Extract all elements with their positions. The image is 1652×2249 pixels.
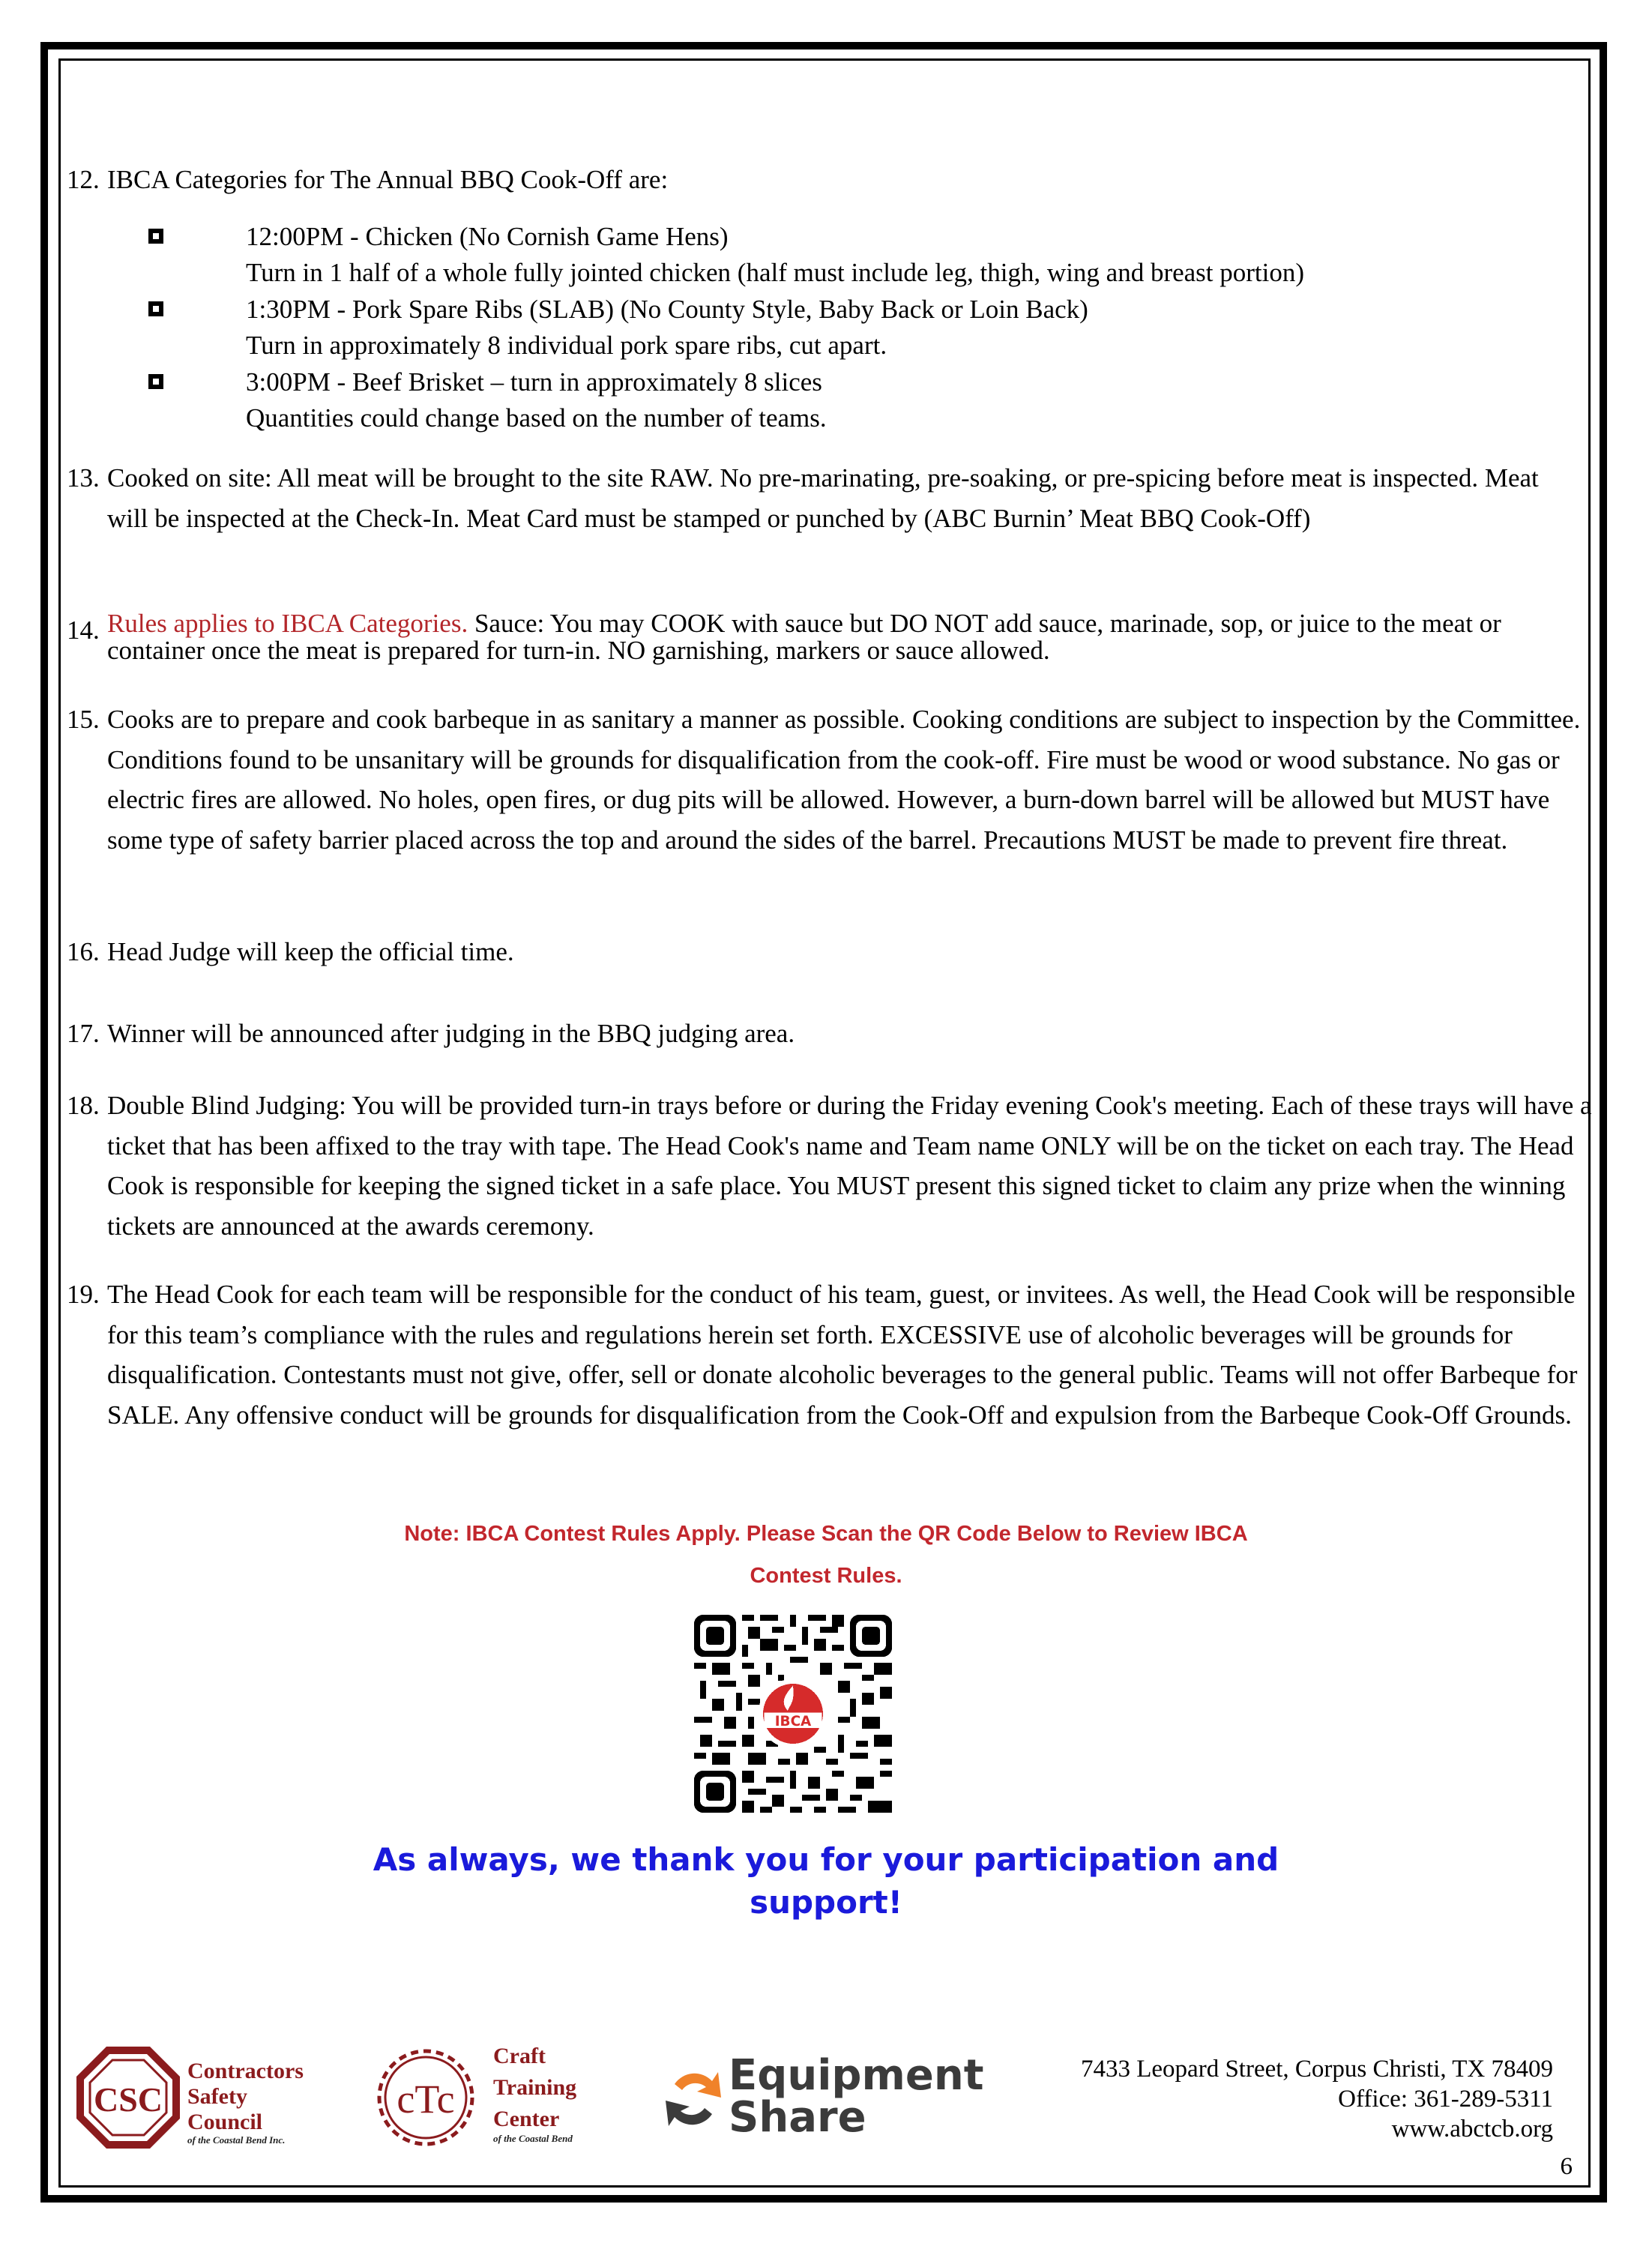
ctc-line: Craft <box>493 2044 546 2068</box>
ctc-line: Center <box>493 2107 560 2131</box>
rule-text <box>107 610 1599 664</box>
equipmentshare-line: Equipment <box>729 2051 984 2100</box>
csc-logo <box>75 2045 330 2150</box>
rule-text: Cooks are to prepare and cook barbeque in as sanitary a manner as possible. Cooking conditions are subject to inspection by the Committee. Conditions found to be unsanitary will be grounds for disqualification from the cook-off. Fire must be wood or wood substance. No gas or electric fires are allowed. No holes, open fires, or dug pits will be allowed. However, a burn-down barrel will be allowed but MUST have some type of safety barrier placed across the top and around the sides of the barrel. Precautions MUST be made to prevent fire threat. <box>107 705 1581 855</box>
note-line: Note: IBCA Contest Rules Apply. Please Scan the QR Code Below to Review IBCA <box>404 1522 1248 1546</box>
csc-mark-text: CSC <box>93 2080 163 2119</box>
equipmentshare-gear-icon <box>660 2062 727 2137</box>
rule-body-text: Sauce: You may COOK with sauce but DO NOT add sauce, marinade, sop, or juice to the meat or container once the meat is prepared for turn-in. NO garnishing, markers or sauce allowed. <box>107 609 1501 665</box>
rule-text: IBCA Categories for The Annual BBQ Cook-Off are: <box>107 165 669 194</box>
rule-text: Winner will be announced after judging in the BBQ judging area. <box>107 1019 795 1048</box>
page-number: 6 <box>1560 2153 1573 2180</box>
category-title: 12:00PM - Chicken (No Cornish Game Hens) <box>246 222 729 251</box>
footer-address: 7433 Leopard Street, Corpus Christi, TX 78409 <box>1081 2056 1553 2083</box>
ibca-note <box>300 1513 1352 1597</box>
thanks-line: As always, we thank you for your participation and <box>373 1841 1279 1878</box>
rule-red-text: Rules applies to IBCA Categories. <box>107 609 468 638</box>
footer-website[interactable]: www.abctcb.org <box>1391 2116 1553 2143</box>
footer-contact <box>1081 2054 1553 2144</box>
footer-office: Office: 361-289-5311 <box>1338 2086 1553 2113</box>
csc-line: Council <box>187 2110 263 2134</box>
rule-number: 17. <box>67 1019 100 1048</box>
thanks-line: support! <box>750 1884 902 1921</box>
ctc-sub: of the Coastal Bend <box>493 2133 573 2144</box>
category-detail: Turn in approximately 8 individual pork spare ribs, cut apart. <box>246 331 887 360</box>
ctc-mark-text: cTc <box>397 2077 455 2122</box>
rule-number: 19. <box>67 1280 100 1309</box>
rule-number: 16. <box>67 937 100 966</box>
ctc-logo <box>367 2041 622 2153</box>
csc-line: Safety <box>187 2084 247 2109</box>
bullet-icon <box>148 374 163 389</box>
ctc-gear-icon <box>367 2041 487 2153</box>
csc-line: Contractors <box>187 2059 304 2083</box>
qr-code-icon[interactable] <box>694 1615 892 1813</box>
rule-number: 12. <box>67 165 100 194</box>
note-line: Contest Rules. <box>750 1564 902 1588</box>
rule-text: Cooked on site: All meat will be brought to the site RAW. No pre-marinating, pre-soaking, or pre-spicing before meat is inspected. Meat will be inspected at the Check-In. Meat Card must be stamped or punched by (ABC Burnin’ Meat BBQ Cook-Off) <box>107 463 1539 533</box>
equipmentshare-line: Share <box>729 2093 866 2142</box>
rule-number: 13. <box>67 463 100 493</box>
thank-you-message <box>300 1838 1352 1924</box>
rule-text: Head Judge will keep the official time. <box>107 937 514 966</box>
csc-octagon-icon <box>75 2045 181 2150</box>
rule-text: The Head Cook for each team will be responsible for the conduct of his team, guest, or invitees. As well, the Head Cook will be responsible for this team’s compliance with the rules and regulations herein set forth. EXCESSIVE use of alcoholic beverages will be grounds for disqualification. Contestants must not give, offer, sell or donate alcoholic beverages to the general public. Teams will not offer Barbeque for SALE. Any offensive conduct will be grounds for disqualification from the Cook-Off and expulsion from the Barbeque Cook-Off Grounds. <box>107 1280 1578 1430</box>
rule-number: 15. <box>67 705 100 734</box>
equipmentshare-logo <box>660 2051 984 2144</box>
bullet-icon <box>148 229 163 244</box>
rule-number: 18. <box>67 1091 100 1120</box>
category-detail: Turn in 1 half of a whole fully jointed chicken (half must include leg, thigh, wing and breast portion) <box>246 258 1305 287</box>
qr-badge-label: IBCA <box>774 1714 812 1729</box>
rule-number: 14. <box>67 615 100 645</box>
category-title: 3:00PM - Beef Brisket – turn in approximately 8 slices <box>246 367 822 397</box>
category-detail: Quantities could change based on the number of teams. <box>246 403 827 433</box>
ctc-line: Training <box>493 2075 577 2100</box>
category-title: 1:30PM - Pork Spare Ribs (SLAB) (No County Style, Baby Back or Loin Back) <box>246 295 1088 324</box>
rule-text: Double Blind Judging: You will be provided turn-in trays before or during the Friday evening Cook's meeting. Each of these trays will have a ticket that has been affixed to the tray with tape. The Head Cook's name and Team name ONLY will be on the ticket on each tray. The Head Cook is responsible for keeping the signed ticket in a safe place. You MUST present this signed ticket to claim any prize when the winning tickets are announced at the awards ceremony. <box>107 1091 1592 1241</box>
bullet-icon <box>148 301 163 316</box>
csc-sub: of the Coastal Bend Inc. <box>187 2134 286 2146</box>
